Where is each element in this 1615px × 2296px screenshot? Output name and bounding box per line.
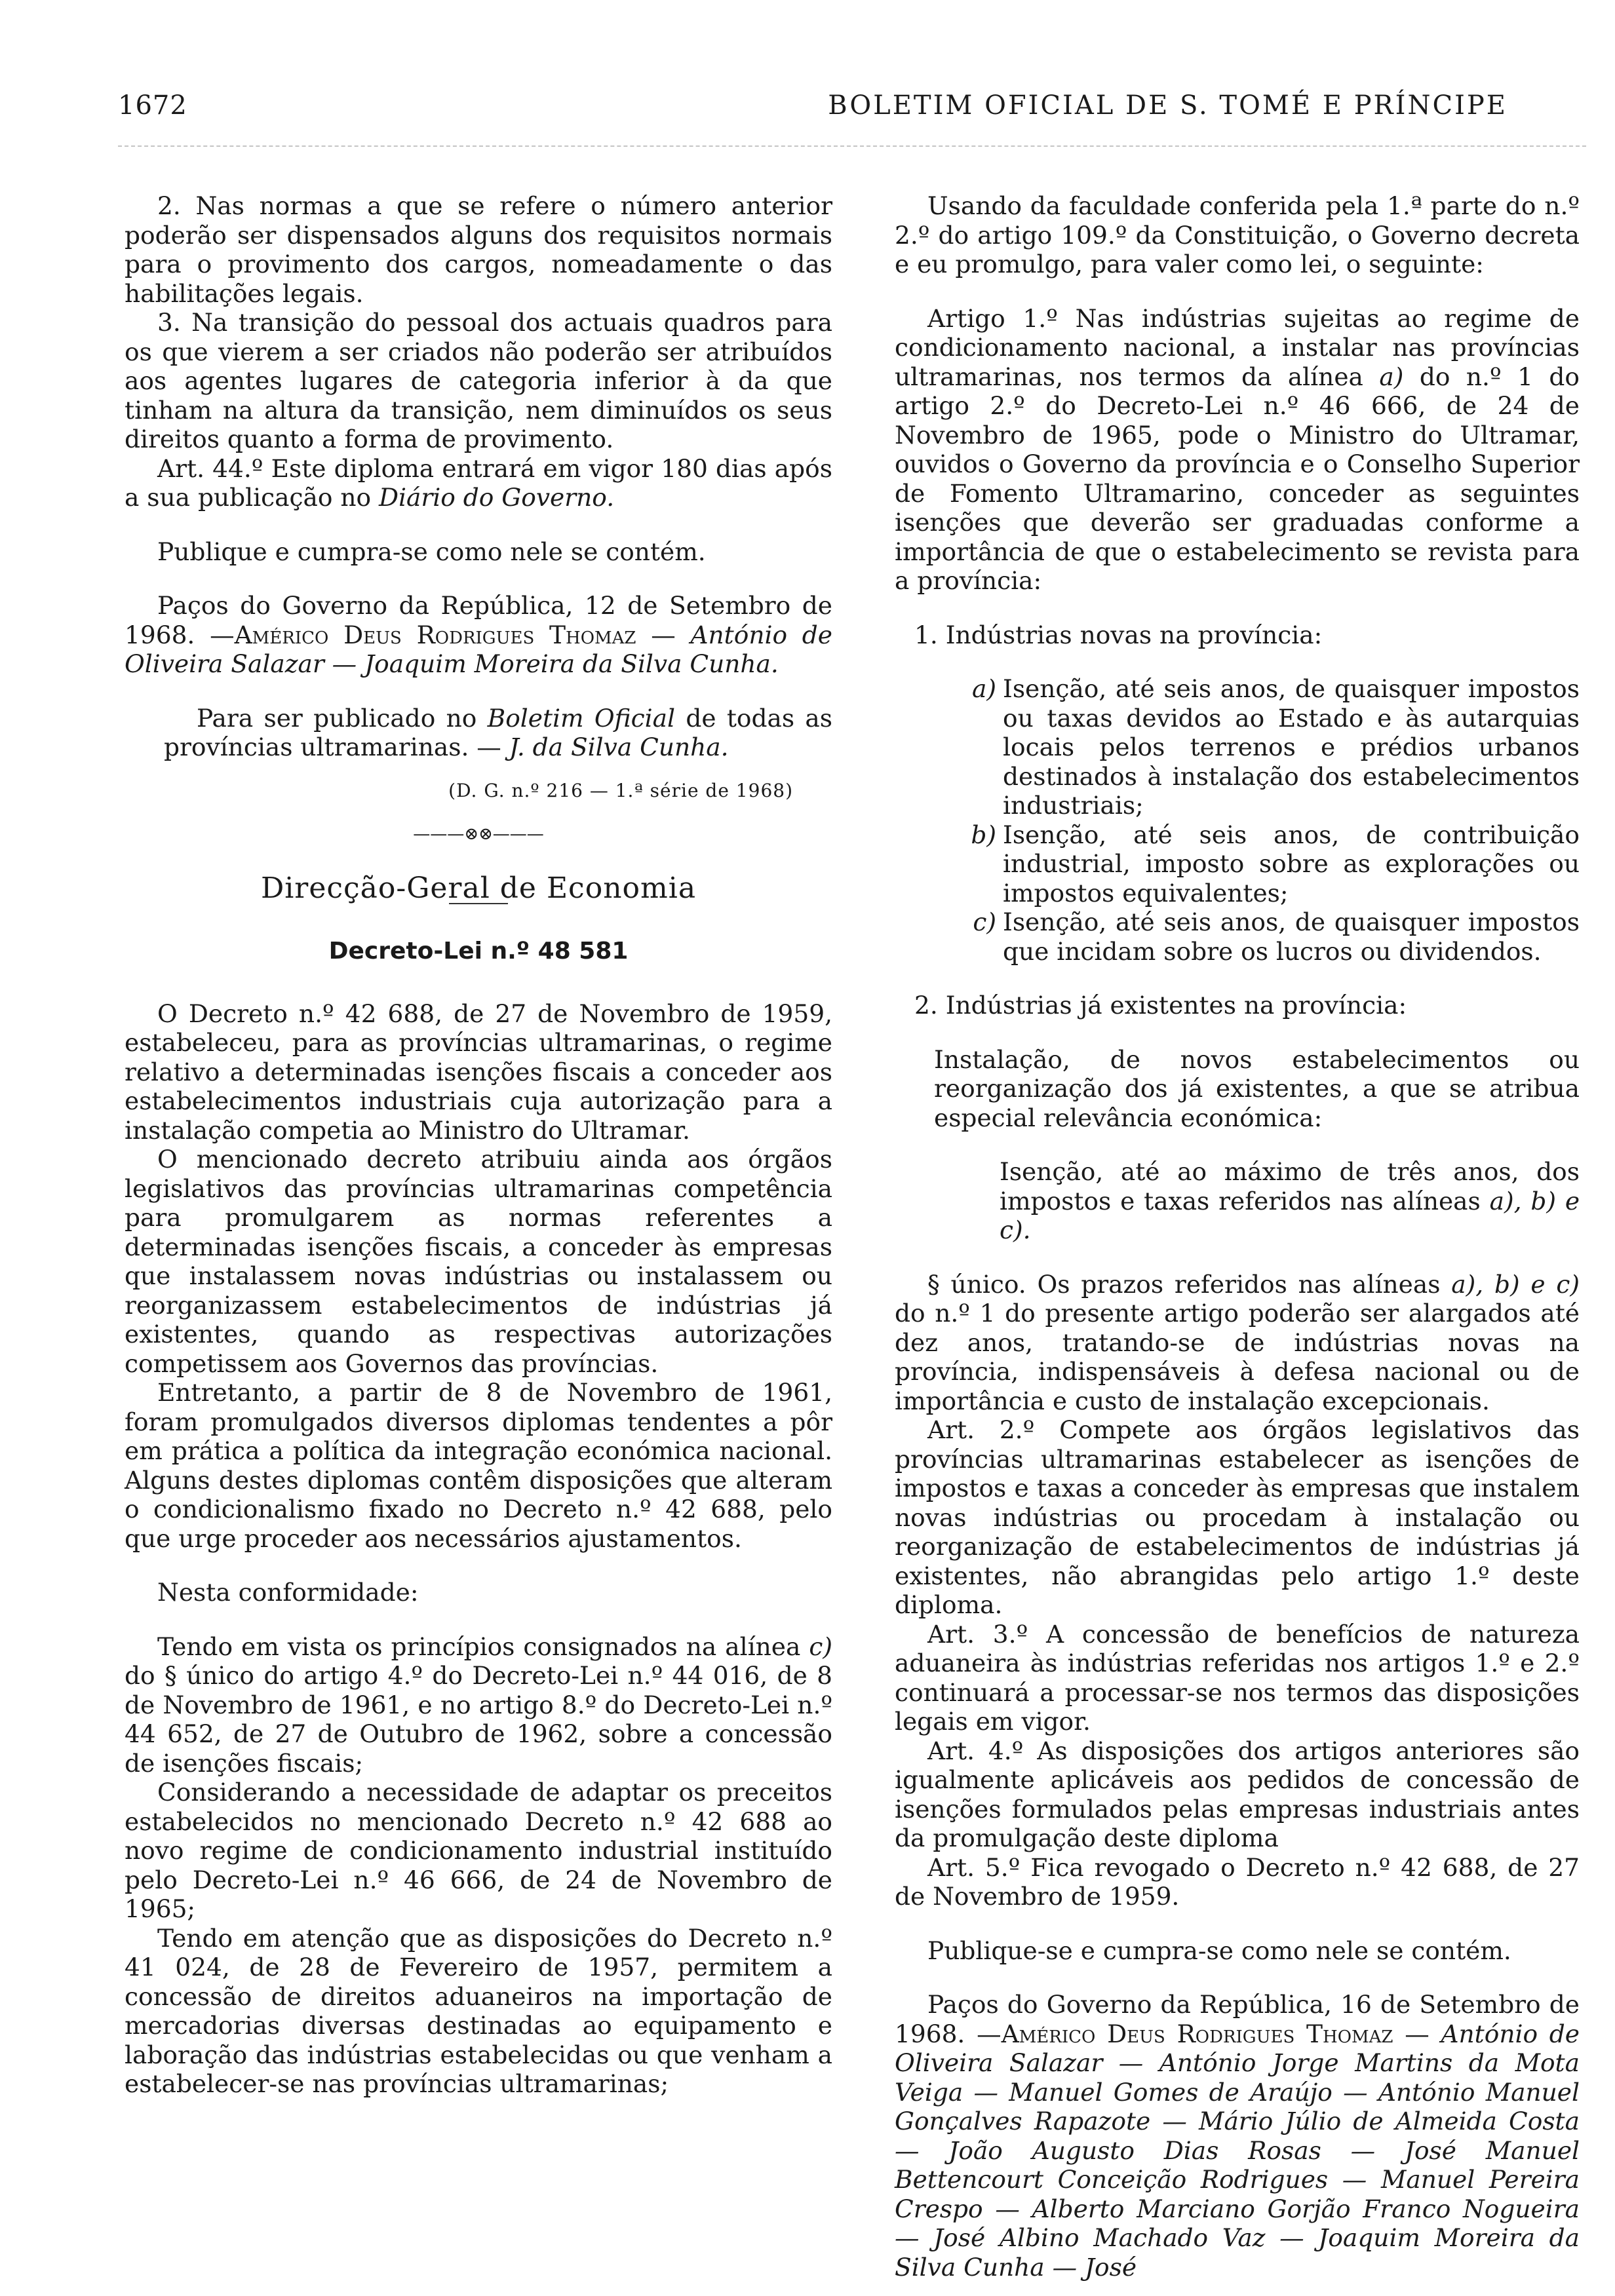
paragraph: Tendo em atenção que as disposições do Decreto n.º 41 024, de 28 de Fevereiro de 1957, permitem a concessão de direitos aduaneiros na importação de mercadorias diversas destinadas ao equipamento e laboração das indústrias estabelecidas ou que venham a estabelecer-se nas províncias ultramarinas; bbox=[125, 1923, 832, 2098]
paragraph bbox=[895, 1270, 1580, 1416]
paragraph: 2. Nas normas a que se refere o número anterior poderão ser dispensados alguns dos requisitos normais para o provimento dos cargos, nomeadamente o das habilitações legais. bbox=[125, 191, 832, 308]
text-italic: Diário do Governo. bbox=[378, 483, 615, 512]
text-italic: Boletim Oficial bbox=[487, 703, 675, 733]
right-column bbox=[895, 191, 1580, 2282]
article-5: Art. 5.º Fica revogado o Decreto n.º 42 688, de 27 de Novembro de 1959. bbox=[895, 1852, 1580, 1911]
paragraph: Instalação, de novos estabelecimentos ou reorganização dos já existentes, a que se atribua especial relevância económica: bbox=[934, 1044, 1580, 1132]
signature-italic: António de Oliveira Salazar — Joaquim Moreira da Silva Cunha. bbox=[125, 620, 832, 678]
paragraph: Nesta conformidade: bbox=[157, 1578, 419, 1607]
item-text: Isenção, até seis anos, de contribuição industrial, imposto sobre as explorações ou impostos equivalentes; bbox=[1003, 820, 1580, 908]
item-label: a) bbox=[972, 674, 996, 703]
paragraph bbox=[895, 1157, 1580, 1245]
department-heading: Direcção-Geral de Economia bbox=[260, 871, 697, 905]
paragraph: O mencionado decreto atribuiu ainda aos órgãos legislativos das províncias ultramarinas competência para promulgarem as normas referentes a determinadas isenções fiscais, a conceder às empresas que instalassem novas indústrias ou instalassem ou reorganizassem estabelecimentos de indústrias já existentes, quando as respectivas autorizações competissem aos Governos das províncias. bbox=[125, 1145, 832, 1378]
article-4: Art. 4.º As disposições dos artigos anteriores são igualmente aplicáveis aos pedidos de concessão de isenções formulados pelas empresas industriais antes da promulgação deste diploma bbox=[895, 1736, 1580, 1852]
decree-title: Decreto-Lei n.º 48 581 bbox=[328, 938, 629, 965]
text: — bbox=[651, 620, 676, 649]
text: do n.º 1 do presente artigo poderão ser alargados até dez anos, tratando-se de indústrias novas na província, indispensáveis à defesa nacional ou de importância e custo de instalação excepcionais. bbox=[895, 1299, 1580, 1415]
text-italic: a), b) e c) bbox=[1451, 1269, 1580, 1299]
paragraph: Publique e cumpra-se como nele se contém. bbox=[157, 537, 706, 566]
text: § único. Os prazos referidos nas alíneas bbox=[927, 1269, 1441, 1299]
paragraph: 3. Na transição do pessoal dos actuais quadros para os que vierem a ser criados não poderão ser atribuídos aos agentes lugares de categoria inferior à da que tinham na altura da transição, nem diminuídos os seus direitos quanto a forma de provimento. bbox=[125, 308, 832, 453]
page-number: 1672 bbox=[118, 90, 187, 121]
text: Para ser publicado no bbox=[197, 703, 477, 733]
running-title: BOLETIM OFICIAL DE S. TOMÉ E PRÍNCIPE bbox=[828, 90, 1508, 121]
paragraph bbox=[125, 1632, 832, 1778]
item-text: Isenção, até seis anos, de quaisquer impostos ou taxas devidos ao Estado e às autarquias locais pelos terrenos e prédios urbanos destinados à instalação dos estabelecimentos industriais; bbox=[1003, 674, 1580, 820]
ornament-divider: ———⊗⊗——— bbox=[413, 824, 544, 844]
list-item bbox=[895, 820, 1580, 908]
paragraph: O Decreto n.º 42 688, de 27 de Novembro de 1959, estabeleceu, para as províncias ultramarinas, o regime relativo a determinadas isenções fiscais a conceder aos estabelecimentos industriais cuja autorização para a instalação competia ao Ministro do Ultramar. bbox=[125, 999, 832, 1145]
text: Paços do Governo da República, 16 de Setembro de 1968. — bbox=[895, 1990, 1580, 2048]
signature-italic: António de Oliveira Salazar — António Jorge Martins da Mota Veiga — Manuel Gomes de Araújo — António Manuel Gonçalves Rapazote — Mário Júlio de Almeida Costa — João Augusto Dias Rosas — José Manuel Bettencourt Conceição Rodrigues — Manuel Pereira Crespo — Alberto Marciano Gorjão Franco Nogueira — José Albino Machado Vaz — Joaquim Moreira da Silva Cunha — José bbox=[895, 2019, 1580, 2282]
article-1 bbox=[895, 304, 1580, 596]
text: Isenção, até ao máximo de três anos, dos impostos e taxas referidos nas alíneas bbox=[1000, 1157, 1580, 1215]
text-italic: c) bbox=[809, 1632, 833, 1661]
signature-smallcaps: Américo Deus Rodrigues Thomaz bbox=[1001, 2019, 1393, 2048]
signatures-block bbox=[895, 1990, 1580, 2282]
text: — bbox=[1405, 2019, 1430, 2048]
text: Art. 44.º Este diploma entrará em vigor 180 dias após a sua publicação no bbox=[125, 453, 832, 512]
text: Artigo 1.º Nas indústrias sujeitas ao regime de condicionamento nacional, a instalar nas províncias ultramarinas, nos termos da alínea bbox=[895, 303, 1580, 391]
signatures-block bbox=[125, 591, 832, 679]
item-label: b) bbox=[971, 820, 996, 849]
paragraph: Entretanto, a partir de 8 de Novembro de 1961, foram promulgados diversos diplomas tendentes a pôr em prática a política da integração económica nacional. Alguns destes diplomas contêm disposições que alteram o condicionalismo fixado no Decreto n.º 42 688, pelo que urge proceder aos necessários ajustamentos. bbox=[125, 1378, 832, 1553]
signature-smallcaps: Américo Deus Rodrigues Thomaz bbox=[234, 620, 636, 649]
paragraph: Considerando a necessidade de adaptar os preceitos estabelecidos no mencionado Decreto n.º 42 688 ao novo regime de condicionamento industrial instituído pelo Decreto-Lei n.º 46 666, de 24 de Novembro de 1965; bbox=[125, 1778, 832, 1923]
text: do § único do artigo 4.º do Decreto-Lei n.º 44 016, de 8 de Novembro de 1961, e no artigo 8.º do Decreto-Lei n.º 44 652, de 27 de Outubro de 1962, sobre a concessão de isenções fiscais; bbox=[125, 1661, 832, 1778]
left-column bbox=[125, 191, 832, 2099]
text-italic: a) bbox=[1379, 362, 1404, 391]
article-2: Art. 2.º Compete aos órgãos legislativos das províncias ultramarinas estabelecer as isenções de impostos e taxas a conceder às empresas que instalem novas indústrias ou procedam à instalação ou reorganização de estabelecimentos de indústrias já existentes, não abrangidas pelo artigo 1.º deste diploma. bbox=[895, 1415, 1580, 1619]
item-text: Isenção, até seis anos, de quaisquer impostos que incidam sobre os lucros ou dividendos. bbox=[1003, 908, 1580, 966]
item-list bbox=[895, 674, 1580, 966]
list-heading: 1. Indústrias novas na província: bbox=[914, 620, 1323, 649]
page-header bbox=[118, 90, 1508, 130]
article-44 bbox=[125, 454, 832, 512]
list-heading: 2. Indústrias já existentes na província: bbox=[914, 991, 1407, 1020]
publication-note bbox=[125, 704, 832, 762]
list-item bbox=[895, 674, 1580, 820]
list-item bbox=[895, 908, 1580, 966]
signature-italic: J. da Silva Cunha. bbox=[509, 733, 729, 761]
text: Paços do Governo da República, 12 de Setembro de 1968. — bbox=[125, 591, 832, 649]
text: de todas as províncias ultramarinas. — bbox=[164, 703, 833, 761]
header-rule bbox=[118, 145, 1586, 147]
item-label: c) bbox=[973, 908, 996, 936]
text-italic: a), b) e c). bbox=[1000, 1186, 1580, 1244]
text: Tendo em vista os princípios consignados na alínea bbox=[157, 1632, 801, 1661]
text: do n.º 1 do artigo 2.º do Decreto-Lei n.º 46 666, de 24 de Novembro de 1965, pode o Ministro do Ultramar, ouvidos o Governo da província e o Conselho Superior de Fomento Ultramarino, conceder as seguintes isenções que deverão ser graduadas conforme a importância de que o estabelecimento se revista para a província: bbox=[895, 362, 1580, 595]
article-3: Art. 3.º A concessão de benefícios de natureza aduaneira às indústrias referidas nos artigos 1.º e 2.º continuará a processar-se nos termos das disposições legais em vigor. bbox=[895, 1619, 1580, 1736]
paragraph: Usando da faculdade conferida pela 1.ª parte do n.º 2.º do artigo 109.º da Constituição, o Governo decreta e eu promulgo, para valer como lei, o seguinte: bbox=[895, 191, 1580, 278]
source-reference: (D. G. n.º 216 — 1.ª série de 1968) bbox=[448, 779, 793, 801]
paragraph: Publique-se e cumpra-se como nele se contém. bbox=[927, 1936, 1511, 1965]
